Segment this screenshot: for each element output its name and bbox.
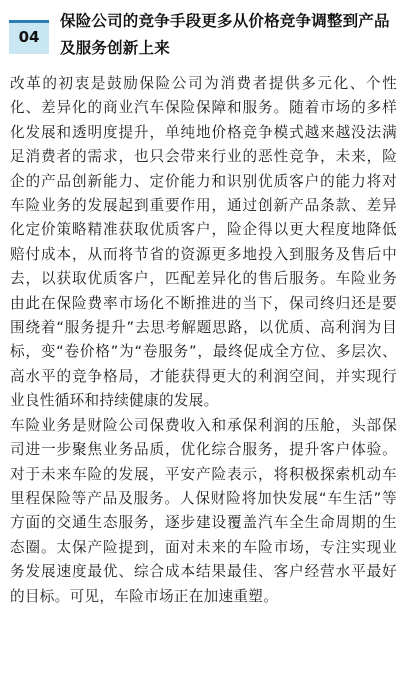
- article-body: [10, 72, 397, 609]
- section-number: 04: [18, 28, 40, 46]
- paragraph-1: 改革的初衷是鼓励保险公司为消费者提供多元化、个性化、差异化的商业汽车保险保障和服务。随着市场的多样化发展和透明度提升，单纯地价格竞争模式越来越没法满足消费者的需求，也只会带来行业的恶性竞争，未来，险企的产品创新能力、定价能力和识别优质客户的能力将对车险业务的发展起到重要作用，通过创新产品条款、差异化定价策略精准获取优质客户，险企得以更大程度地降低赔付成本，从而将节省的资源更多地投入到服务及售后中去，以获取优质客户，匹配差异化的售后服务。车险业务由此在保险费率市场化不断推进的当下，保司终归还是要围绕着“服务提升”去思考解题思路，以优质、高利润为目标，变“卷价格”为“卷服务”，最终促成全方位、多层次、高水平的竞争格局，才能获得更大的利润空间，并实现行业良性循环和持续健康的发展。: [10, 75, 397, 410]
- section-number-badge: [9, 20, 49, 54]
- paragraph-2: 车险业务是财险公司保费收入和承保利润的压舱，头部保司进一步聚焦业务品质，优化综合服务，提升客户体验。对于未来车险的发展，平安产险表示，将积极探索机动车里程保险等产品及服务。人保财险将加快发展“车生活”等方面的交通生态服务，逐步建设覆盖汽车全生命周期的生态圈。太保产险提到，面对未来的车险市场，专注实现业务发展速度最优、综合成本结果最佳、客户经营水平最好的目标。可见，车险市场正在加速重塑。: [10, 416, 397, 605]
- section-title: 保险公司的竞争手段更多从价格竞争调整到产品及服务创新上来: [60, 12, 390, 57]
- section-header: [8, 4, 400, 62]
